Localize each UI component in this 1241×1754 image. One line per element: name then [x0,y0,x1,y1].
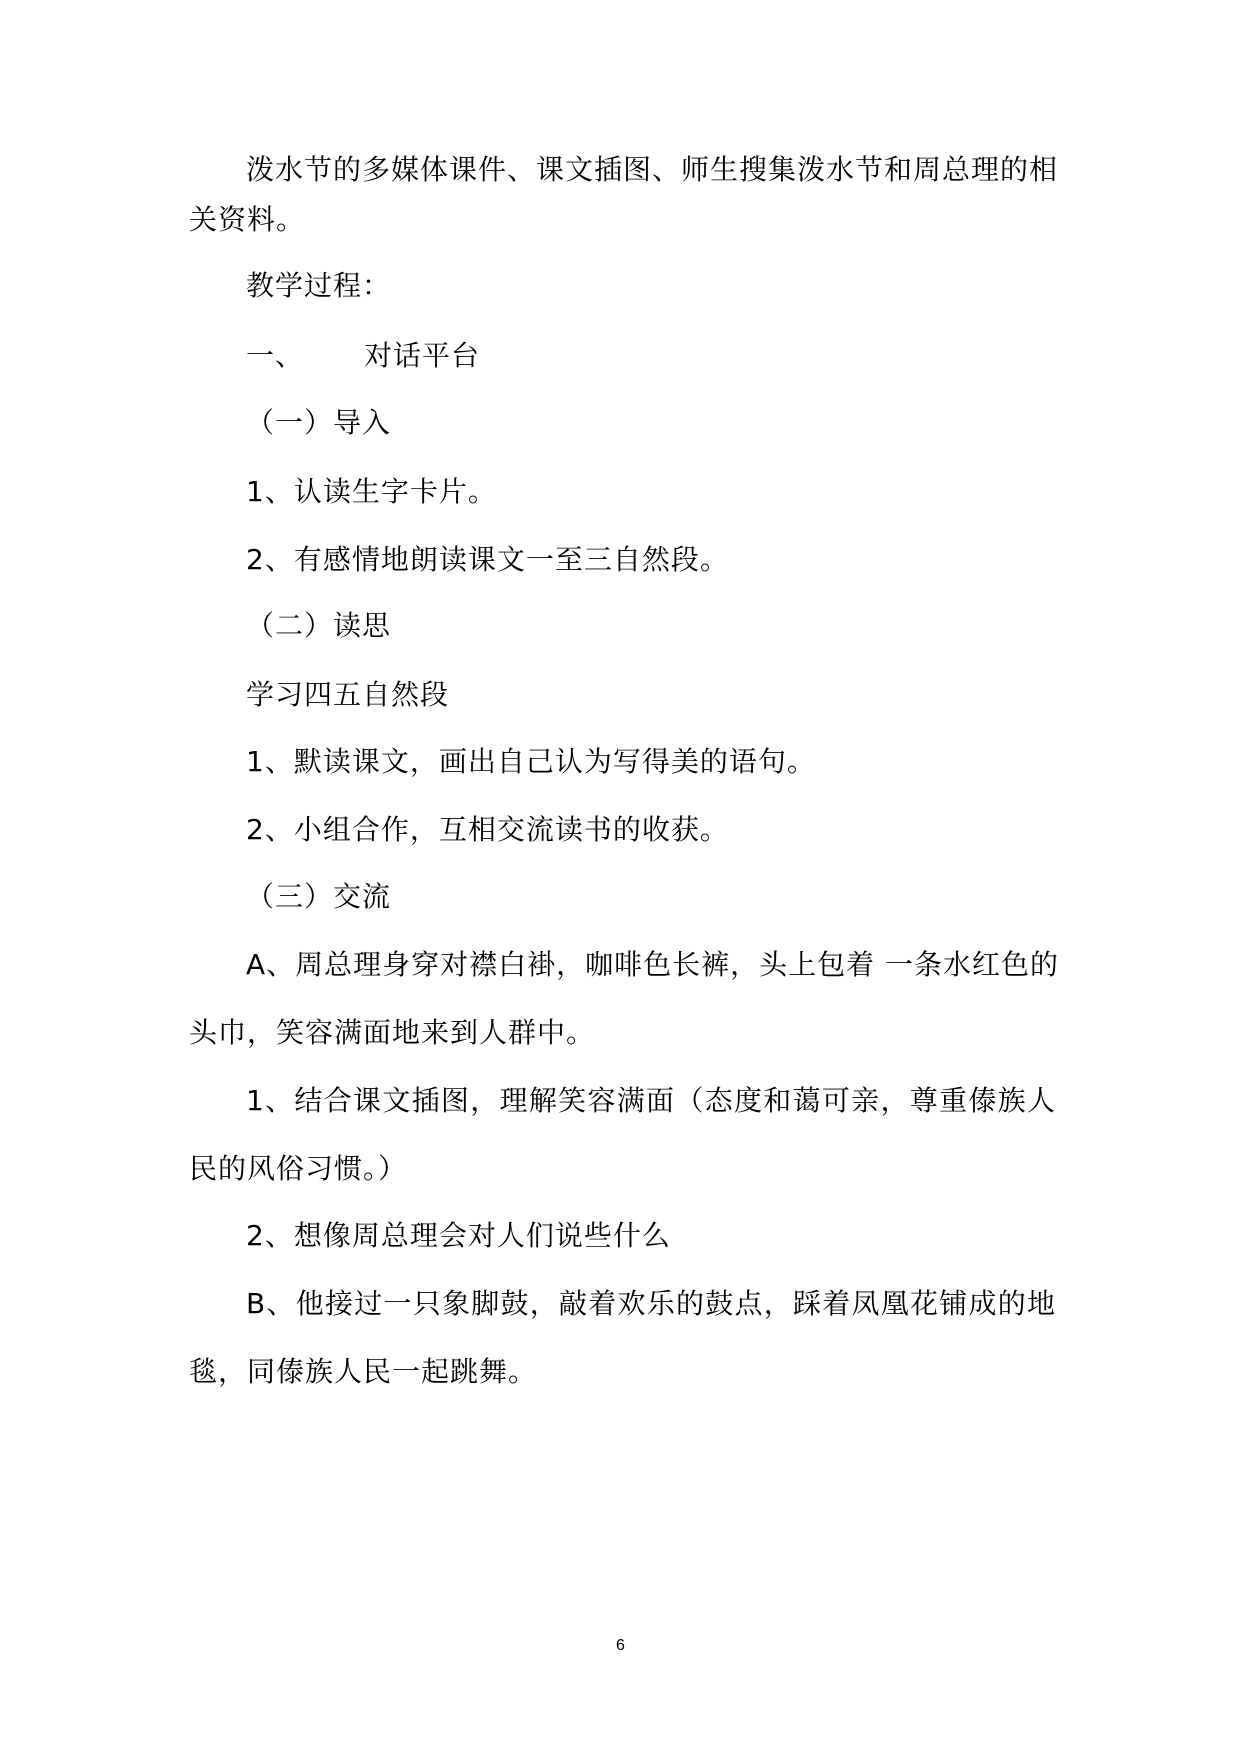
subheading-read-think: （二）读思 [246,609,392,642]
paragraph-item1-line2: 民的风俗习惯。） [189,1152,408,1185]
section-heading-dialogue [246,336,480,376]
section-number: 一、 [246,339,305,372]
subheading-intro: （一）导入 [246,406,392,439]
list-item: 1、默读课文，画出自己认为写得美的语句。 [246,745,816,778]
paragraph-materials-line2: 关资料。 [189,203,306,236]
list-item: 2、有感情地朗读课文一至三自然段。 [246,543,729,576]
paragraph-a-line2: 头巾，笑容满面地来到人群中。 [189,1016,596,1049]
paragraph-item1-line1: 1、结合课文插图，理解笑容满面（态度和蔼可亲，尊重傣族人 [246,1084,1056,1117]
heading-teaching-process: 教学过程： [246,269,392,302]
list-item: 2、想像周总理会对人们说些什么 [246,1219,671,1252]
section-title: 对话平台 [364,339,481,372]
paragraph-b-line1: B、他接过一只象脚鼓，敲着欢乐的鼓点，踩着凤凰花铺成的地 [246,1287,1056,1320]
paragraph-study: 学习四五自然段 [246,678,450,711]
list-item: 2、小组合作，互相交流读书的收获。 [246,813,729,846]
list-item: 1、认读生字卡片。 [246,475,497,508]
paragraph-a-line1: A、周总理身穿对襟白褂，咖啡色长裤，头上包着 一条水红色的 [246,948,1060,981]
paragraph-materials-line1: 泼水节的多媒体课件、课文插图、师生搜集泼水节和周总理的相 [246,153,1059,186]
paragraph-b-line2: 毯，同傣族人民一起跳舞。 [189,1355,538,1388]
subheading-exchange: （三）交流 [246,880,392,913]
page-number: 6 [616,1637,625,1654]
